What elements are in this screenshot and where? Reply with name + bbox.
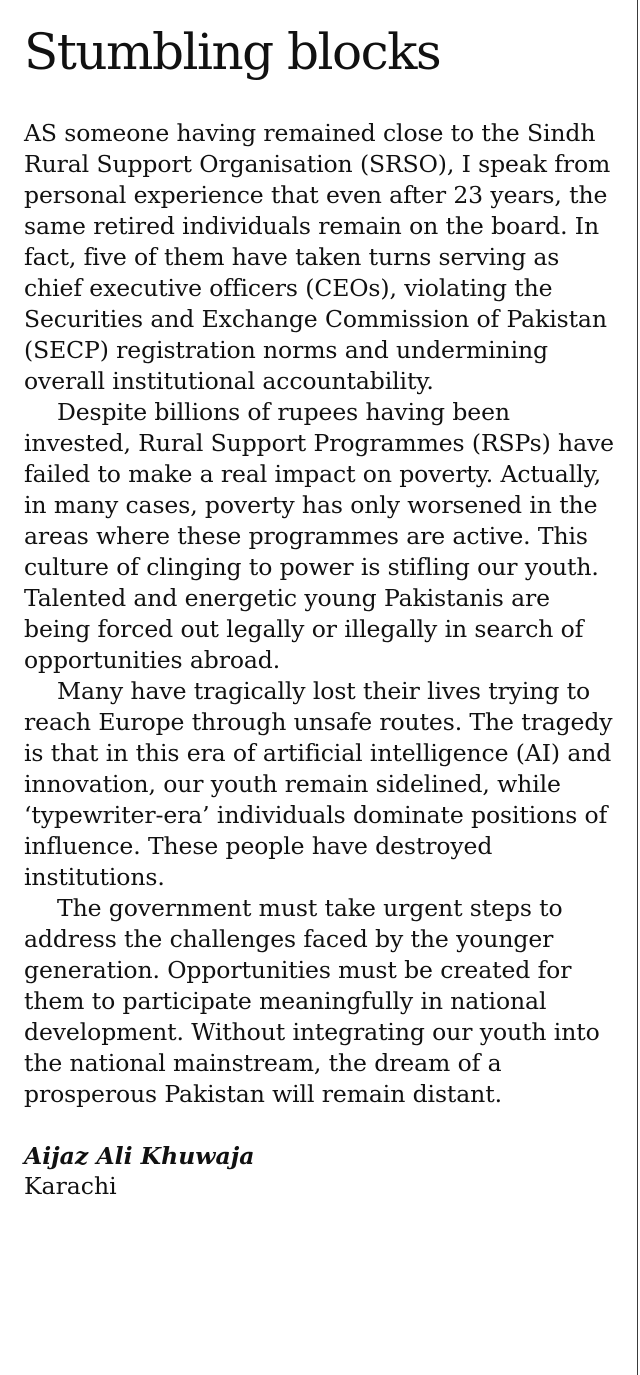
paragraph-1: AS someone having remained close to the Sindh Rural Support Organisation (SRSO), I speak from personal experience that even after 23 years, the same retired individuals remain on the board. In fact, five of them have taken turns serving as chief executive officers (CEOs), violating the Securities and Exchange Commission of Pakistan (SECP) registration norms and undermining overall institutional accountability.	[24, 119, 611, 395]
letter-article	[24, 22, 616, 1201]
author-city: Karachi	[24, 1172, 117, 1200]
paragraph-4: The government must take urgent steps to address the challenges faced by the younger generation. Opportunities must be created for them to participate meaningfully in national development. Without integrating our youth into the national mainstream, the dream of a prosperous Pakistan will remain distant.	[24, 894, 600, 1108]
article-body	[24, 118, 616, 1110]
paragraph-2: Despite billions of rupees having been invested, Rural Support Programmes (RSPs) have failed to make a real impact on poverty. Actually, in many cases, poverty has only worsened in the areas where these programmes are active. This culture of clinging to power is stifling our youth. Talented and energetic young Pakistanis are being forced out legally or illegally in search of opportunities abroad.	[24, 398, 614, 674]
column-divider	[637, 0, 638, 1375]
author-name: Aijaz Ali Khuwaja	[24, 1142, 255, 1170]
headline: Stumbling blocks	[24, 23, 441, 81]
signature-block	[24, 1141, 616, 1201]
paragraph-3: Many have tragically lost their lives trying to reach Europe through unsafe routes. The tragedy is that in this era of artificial intelligence (AI) and innovation, our youth remain sidelined, while ‘typewriter-era’ individuals dominate positions of influence. These people have destroyed institutions.	[24, 677, 613, 891]
